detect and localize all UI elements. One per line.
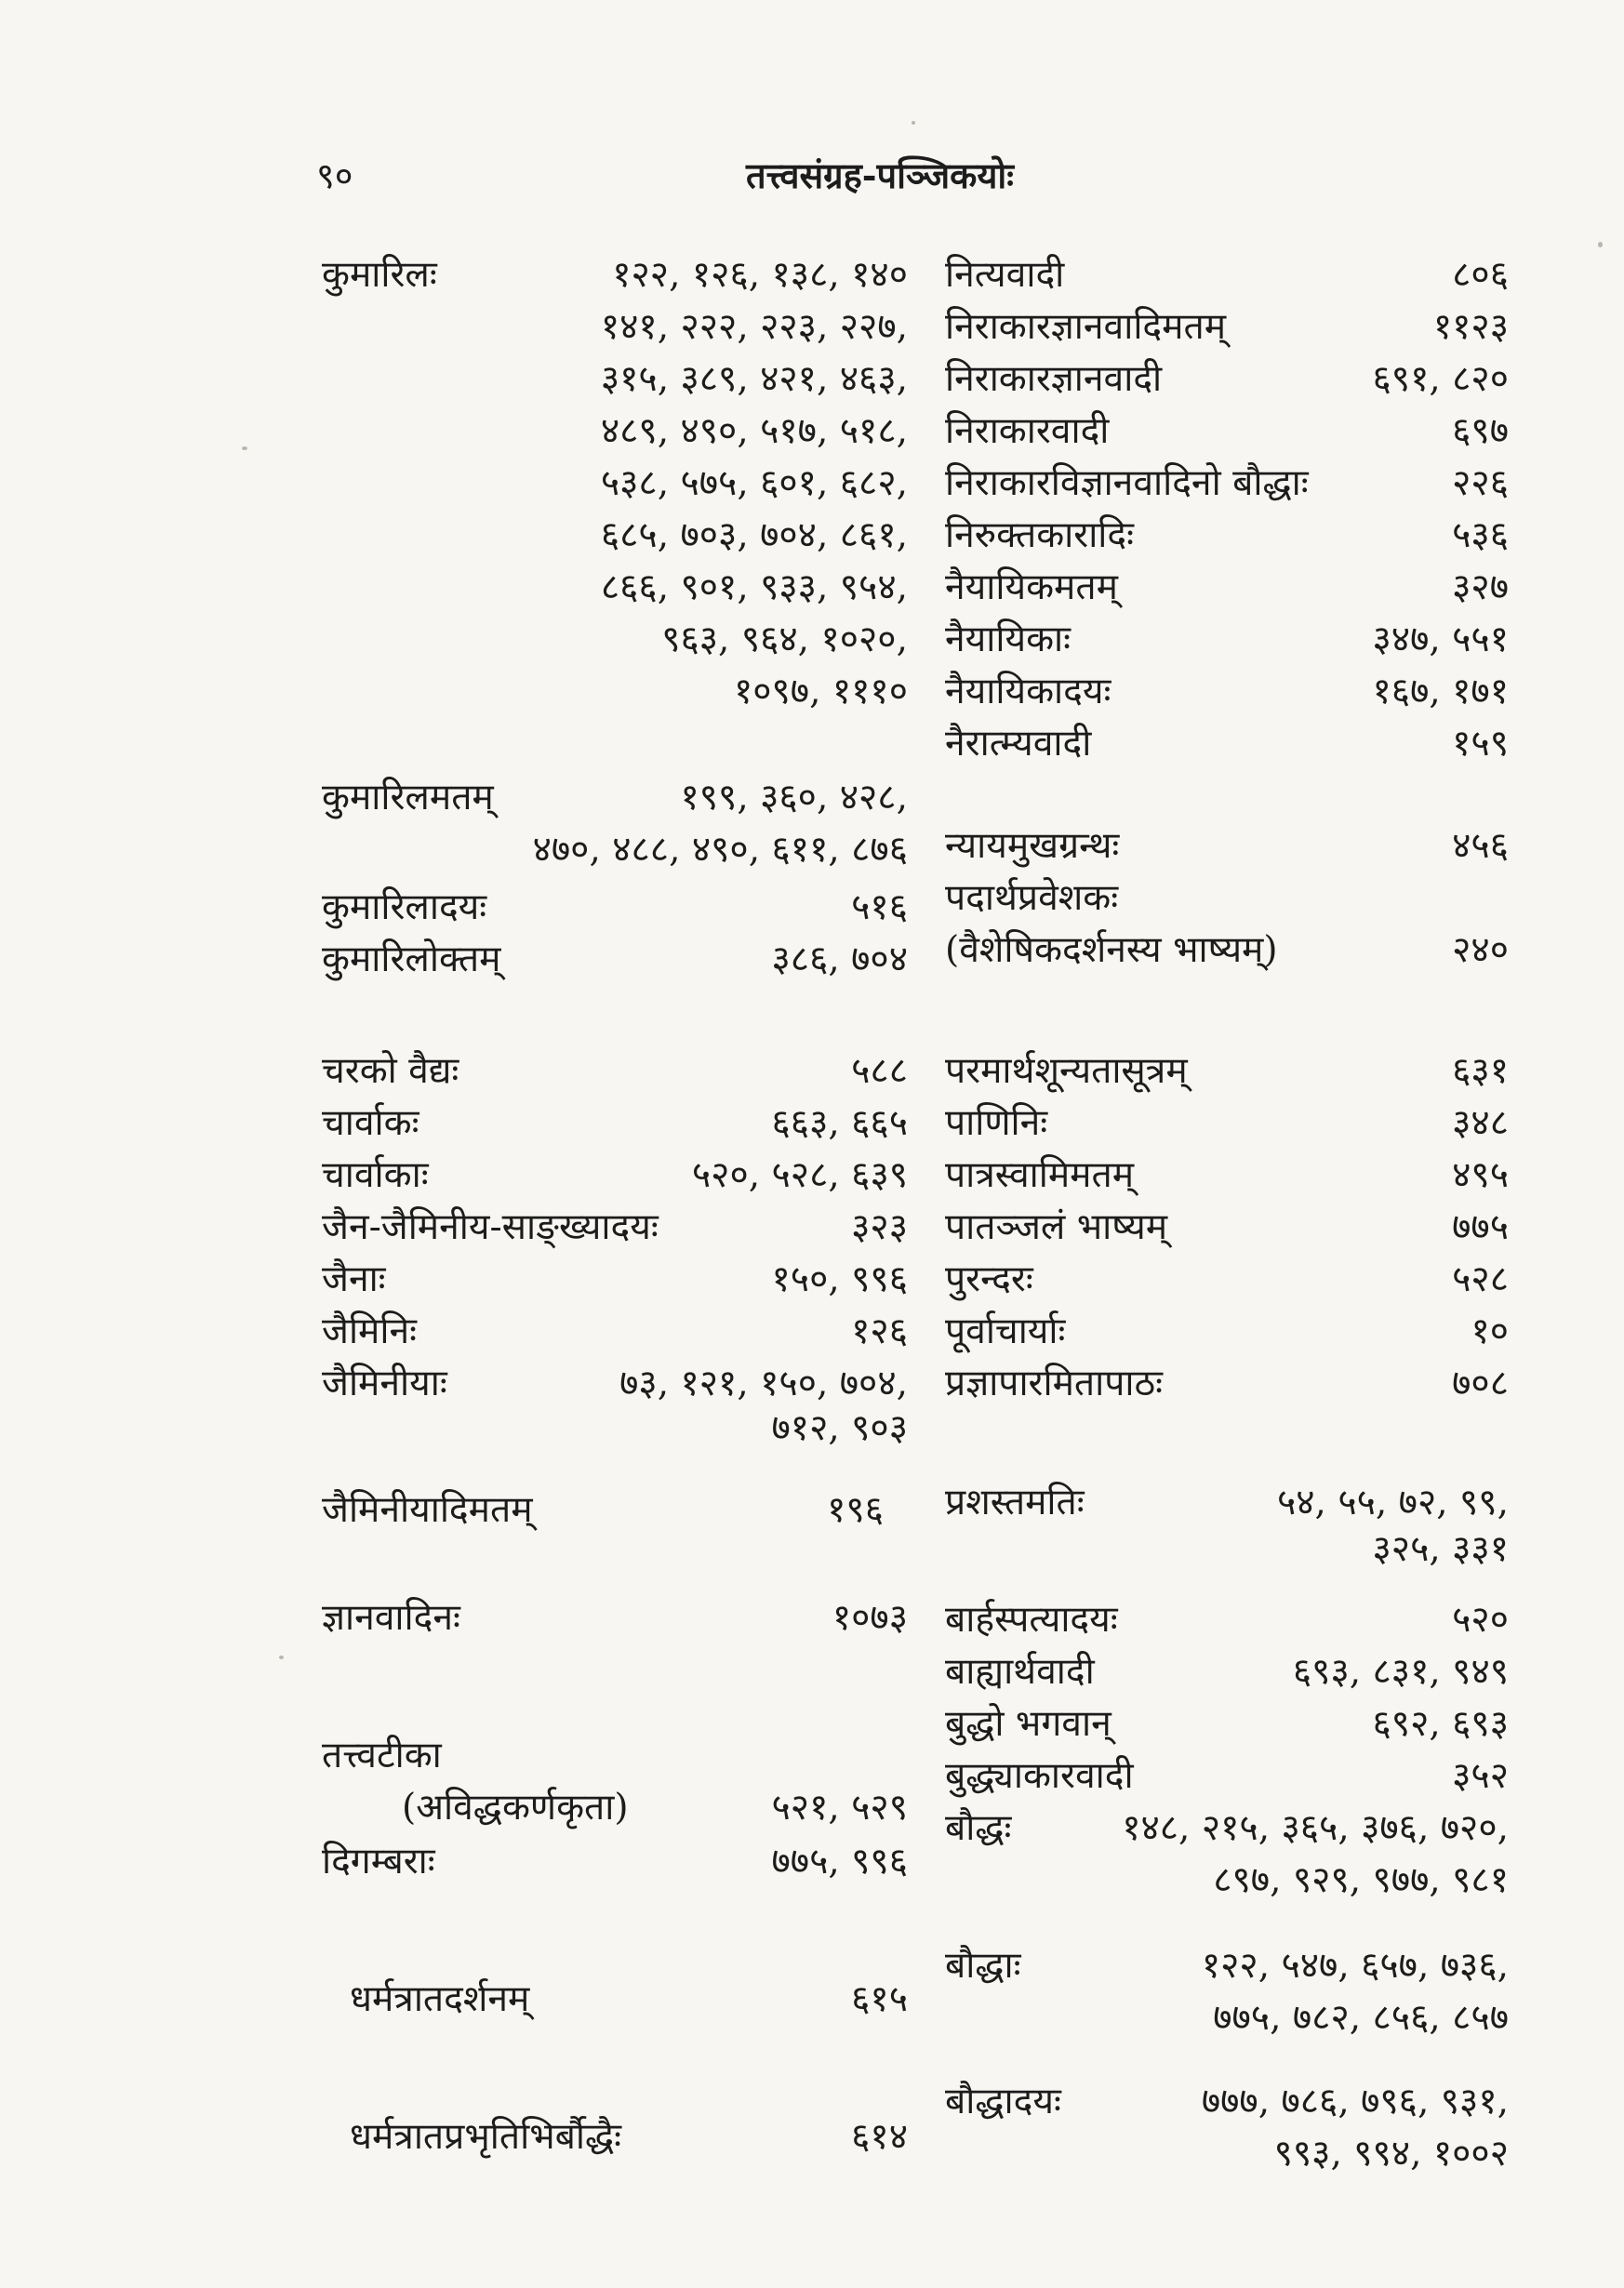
index-entry (945, 1045, 1509, 1097)
index-term: नैयायिकमतम् (945, 566, 1118, 608)
index-entry (322, 1782, 908, 1834)
index-entry (322, 1254, 908, 1306)
index-page-refs: ९६३, ९६४, १०२०, (661, 619, 908, 660)
index-term-qualifier: (अविद्धकर्णकृता) (402, 1787, 629, 1829)
index-page-refs: ३४८ (1452, 1102, 1509, 1144)
index-page-refs: १२२, ५४७, ६५७, ७३६, (1201, 1945, 1509, 1987)
index-term: पातञ्जलं भाष्यम् (945, 1206, 1168, 1248)
index-page-refs: १२६ (851, 1310, 908, 1352)
index-page-refs: ३४७, ५५१ (1372, 619, 1509, 660)
scan-speck (242, 446, 247, 450)
index-entry (945, 353, 1509, 406)
index-page-refs: ५२१, ५२९ (771, 1787, 908, 1829)
scan-speck (1598, 242, 1603, 247)
index-page-refs: ८९७, ९२९, ९७७, ९८१ (1213, 1859, 1509, 1901)
index-term: कुमारिलः (322, 254, 437, 296)
index-entry (945, 1097, 1509, 1150)
index-term: ज्ञानवादिनः (322, 1597, 460, 1639)
index-page-refs: ६९२, ६९३ (1372, 1703, 1509, 1745)
index-term: पुरन्दरः (945, 1258, 1033, 1300)
index-term: बौद्धादयः (945, 2081, 1061, 2122)
index-entry (945, 1646, 1509, 1698)
index-entry (945, 1254, 1509, 1306)
index-entry (322, 934, 908, 986)
index-term: बार्हस्पत्यादयः (945, 1599, 1118, 1641)
index-page-refs: ४८९, ४९०, ५१७, ५१८, (600, 410, 908, 452)
index-page-refs: ७७५, ९९६ (771, 1841, 908, 1882)
index-page-refs: ५३८, ५७५, ६०१, ६८२, (600, 462, 908, 504)
index-entry (322, 2111, 908, 2163)
index-page-refs: ३२५, ३३१ (1372, 1528, 1509, 1570)
index-entry (322, 1306, 908, 1358)
index-entry (945, 1306, 1509, 1358)
index-page-refs: ३८६, ७०४ (771, 938, 908, 980)
index-page-refs: ३२३ (851, 1206, 908, 1248)
index-page-refs: १५०, ९९६ (771, 1258, 908, 1300)
index-page-refs: ५२८ (1452, 1258, 1509, 1300)
index-term: परमार्थशून्यतासूत्रम् (945, 1050, 1188, 1092)
index-entry (945, 1750, 1509, 1802)
index-entry (945, 562, 1509, 614)
index-entry (322, 1045, 908, 1097)
index-page-refs: ५२०, ५२८, ६३९ (691, 1154, 908, 1196)
index-page-refs: १४८, २१५, ३६५, ३७६, ७२०, (1122, 1807, 1509, 1849)
index-page-refs: ६९७ (1452, 410, 1509, 452)
index-term: जैनाः (322, 1258, 386, 1300)
index-term: जैन-जैमिनीय-साङ्ख्यादयः (322, 1206, 659, 1248)
index-term: जैमिनिः (322, 1310, 417, 1352)
index-entry (945, 301, 1509, 353)
index-term: बौद्धाः (945, 1945, 1021, 1987)
index-entry (945, 666, 1509, 718)
index-term: निराकारवादी (945, 410, 1110, 452)
index-page-refs: ५८८ (851, 1050, 908, 1092)
index-entry (322, 1592, 908, 1644)
index-term: पदार्थप्रवेशकः (945, 877, 1119, 919)
index-entry (945, 925, 1509, 977)
index-page-refs: ६१४ (851, 2116, 908, 2158)
index-term: जैमिनीयादिमतम् (322, 1489, 533, 1531)
index-page-refs: ६८५, ७०३, ७०४, ८६१, (600, 514, 908, 556)
index-term: कुमारिलादयः (322, 886, 487, 928)
index-page-refs: ६३१ (1452, 1050, 1509, 1092)
index-term: धर्मत्रातदर्शनम् (350, 1978, 530, 2020)
index-entry (322, 1730, 908, 1782)
index-entry (322, 1150, 908, 1202)
index-page-refs: ११२३ (1432, 306, 1509, 348)
index-entry (322, 882, 908, 934)
scan-speck (912, 121, 915, 125)
index-page-refs: ४७०, ४८८, ४९०, ६११, ८७६ (532, 829, 908, 871)
index-page-refs: ६९३, ८३१, ९४९ (1292, 1651, 1509, 1693)
index-page-refs: ९९३, ९९४, १००२ (1273, 2133, 1509, 2175)
index-term: बौद्धः (945, 1807, 1012, 1849)
index-term: कुमारिलमतम् (322, 777, 494, 818)
index-term: प्रशस्तमतिः (945, 1482, 1085, 1523)
index-term: तत्त्वटीका (322, 1735, 442, 1776)
index-term: चार्वाकाः (322, 1154, 429, 1196)
scan-speck (279, 1656, 284, 1659)
index-page-refs: १४१, २२२, २२३, २२७, (600, 306, 908, 348)
index-entry (945, 1802, 1509, 1907)
index-term: धर्मत्रातप्रभृतिभिर्बौद्धैः (350, 2116, 622, 2158)
index-entry (945, 1150, 1509, 1202)
index-term: बुद्ध्याकारवादी (945, 1755, 1134, 1797)
index-term-qualifier: (वैशेषिकदर्शनस्य भाष्यम्) (945, 929, 1278, 971)
index-entry (945, 1594, 1509, 1646)
index-page-refs: ६१५ (851, 1978, 908, 2020)
index-term: दिगम्बराः (322, 1841, 435, 1882)
index-term: निराकारज्ञानवादी (945, 358, 1163, 400)
index-page-refs: ५३६ (1452, 514, 1509, 556)
index-entry (945, 1477, 1509, 1581)
index-term: नैरात्म्यवादी (945, 723, 1092, 765)
index-term: चरको वैद्यः (322, 1050, 459, 1092)
page-number: ९० (316, 155, 353, 196)
index-term: नैयायिकाः (945, 619, 1072, 660)
index-entry (322, 249, 908, 718)
index-entry (945, 458, 1509, 510)
index-page-refs: १५९ (1452, 723, 1509, 765)
index-page-refs: ८६६, ९०१, ९३३, ९५४, (600, 566, 908, 608)
index-entry (322, 1836, 908, 1888)
index-page-refs: ८०६ (1452, 254, 1509, 296)
index-page-refs: ७७५ (1452, 1206, 1509, 1248)
index-term: चार्वाकः (322, 1102, 419, 1144)
index-term: निराकारविज्ञानवादिनो बौद्धाः (945, 462, 1309, 504)
index-entry (945, 1358, 1509, 1410)
index-page-refs: १९६ (827, 1489, 884, 1531)
index-page-refs: ३२७ (1452, 566, 1509, 608)
index-page-refs: ३५२ (1452, 1755, 1509, 1797)
index-page-refs: ६६३, ६६५ (771, 1102, 908, 1144)
index-term: निरुक्तकारादिः (945, 514, 1134, 556)
index-term: जैमिनीयाः (322, 1363, 447, 1404)
index-page-refs: ७०८ (1452, 1363, 1509, 1404)
index-page-refs: १९९, ३६०, ४२८, (680, 777, 908, 818)
index-page-refs: १०९७, १११० (733, 671, 908, 712)
index-entry (322, 1358, 908, 1462)
index-page-refs: १६७, १७१ (1372, 671, 1509, 712)
index-entry (945, 2076, 1509, 2180)
index-page-refs: १२२, १२६, १३८, १४० (612, 254, 908, 296)
index-entry (945, 1202, 1509, 1254)
index-page-refs: ३१५, ३८९, ४२१, ४६३, (600, 358, 908, 400)
index-entry (945, 1698, 1509, 1750)
index-entry (945, 718, 1509, 770)
index-term: निराकारज्ञानवादिमतम् (945, 306, 1227, 348)
index-term: पूर्वाचार्याः (945, 1310, 1066, 1352)
index-entry (945, 614, 1509, 666)
index-term: पाणिनिः (945, 1102, 1048, 1144)
index-entry (945, 820, 1509, 872)
index-entry (945, 406, 1509, 458)
index-entry (322, 1484, 908, 1536)
index-entry (322, 772, 908, 876)
index-entry (945, 510, 1509, 562)
index-page-refs: ७१२, ९०३ (771, 1407, 908, 1449)
index-term: कुमारिलोक्तम् (322, 938, 501, 980)
index-term: बाह्यार्थवादी (945, 1651, 1095, 1693)
index-term: प्रज्ञापारमितापाठः (945, 1363, 1164, 1404)
index-term: न्यायमुखग्रन्थः (945, 825, 1120, 867)
index-page-refs: ४९५ (1452, 1154, 1509, 1196)
index-page-refs: ६९१, ८२० (1372, 358, 1509, 400)
index-entry (322, 1202, 908, 1254)
index-entry (945, 1940, 1509, 2044)
page-header (316, 151, 1516, 216)
index-term: नित्यवादी (945, 254, 1065, 296)
index-entry (322, 1097, 908, 1150)
running-title: तत्त्वसंग्रह-पञ्जिकयोः (746, 154, 1014, 196)
index-page-refs: ७३, १२१, १५०, ७०४, (619, 1363, 908, 1404)
index-term: पात्रस्वामिमतम् (945, 1154, 1135, 1196)
index-page-refs: ४५६ (1452, 825, 1509, 867)
index-page-refs: २४० (1452, 929, 1509, 971)
index-page-refs: १०७३ (832, 1597, 908, 1639)
index-page-refs: ५२० (1452, 1599, 1509, 1641)
index-entry (945, 872, 1509, 925)
index-page-refs: १० (1471, 1310, 1509, 1352)
index-entry (945, 249, 1509, 301)
index-page-refs: ५१६ (851, 886, 908, 928)
index-term: नैयायिकादयः (945, 671, 1112, 712)
index-page-refs: २२६ (1452, 462, 1509, 504)
index-term: बुद्धो भगवान् (945, 1703, 1112, 1745)
index-entry (322, 1974, 908, 2026)
index-page-refs: ५४, ५५, ७२, ९९, (1276, 1482, 1509, 1523)
index-page-refs: ७७५, ७८२, ८५६, ८५७ (1213, 1997, 1509, 2039)
index-page-refs: ७७७, ७८६, ७९६, ९३१, (1201, 2081, 1509, 2122)
